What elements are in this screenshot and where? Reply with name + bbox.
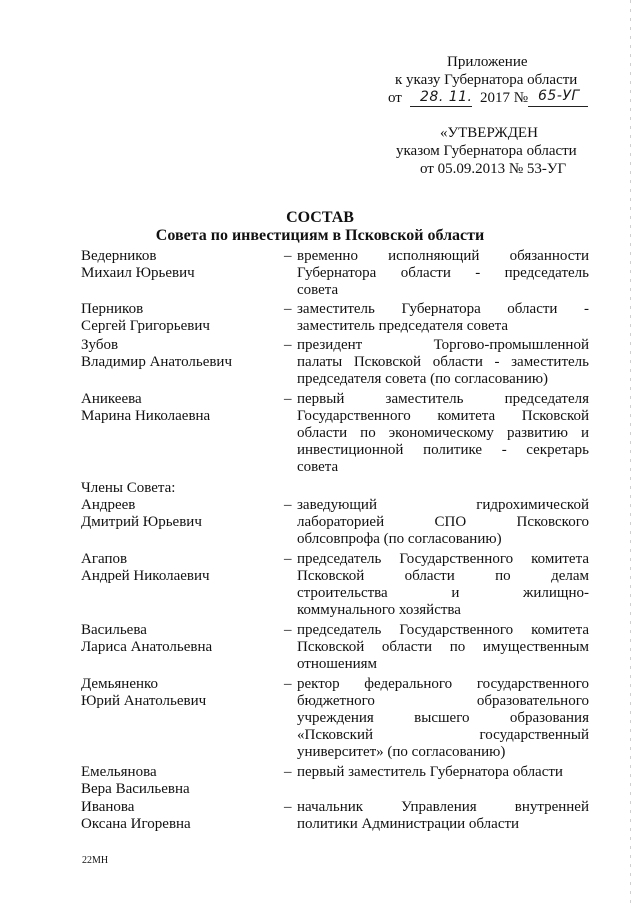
position-line: Государственного комитета Псковской [297,408,589,424]
member-surname: Иванова [81,799,135,815]
position-line: ректор федерального государственного [297,676,589,692]
approved-date: от 05.09.2013 № 53-УГ [420,161,567,177]
member-given-names: Юрий Анатольевич [81,693,207,709]
member-name [81,301,281,335]
member-name [81,622,281,656]
member-name [81,391,281,425]
from-label: от [388,90,402,106]
member-position [297,497,589,548]
approved-by: указом Губернатора области [396,143,577,159]
decree-reference: к указу Губернатора области [395,72,578,88]
member-name [81,676,281,710]
handwritten-date: 28. 11. [420,89,473,105]
appendix-label: Приложение [447,54,528,70]
member-position [297,337,589,388]
document-subtitle: Совета по инвестициям в Псковской области [155,227,485,244]
dash-separator: – [284,676,292,692]
position-line: облсовпрофа (по согласованию) [297,531,502,547]
position-line: первый заместитель Губернатора области [297,764,563,780]
member-surname: Демьяненко [81,676,159,692]
position-line: совета [297,459,339,475]
position-line: заместитель председателя совета [297,318,509,334]
position-line: заместитель Губернатора области - [297,301,589,317]
member-name [81,799,281,833]
member-name [81,248,281,282]
dash-separator: – [284,337,292,353]
member-given-names: Андрей Николаевич [81,568,210,584]
dash-separator: – [284,622,292,638]
member-position [297,622,589,673]
dash-separator: – [284,248,292,264]
member-name [81,337,281,371]
member-position [297,301,589,335]
member-given-names: Дмитрий Юрьевич [81,514,202,530]
member-surname: Агапов [81,551,128,567]
position-line: президент Торгово-промышленной [297,337,589,353]
dash-separator: – [284,497,292,513]
position-line: председатель Государственного комитета [297,622,589,638]
position-line: лабораторией СПО Псковского [297,514,589,530]
members-label: Члены Совета: [81,480,176,496]
position-line: председатель Государственного комитета [297,551,589,567]
member-given-names: Вера Васильевна [81,781,190,797]
position-line: бюджетного образовательного [297,693,589,709]
member-position [297,676,589,761]
scan-edge-divider [630,0,631,905]
member-given-names: Оксана Игоревна [81,816,191,832]
position-line: инвестиционной политике - секретарь [297,442,589,458]
position-line: Псковской области по делам [297,568,589,584]
document-title: СОСТАВ [286,209,354,226]
member-name [81,764,281,798]
member-given-names: Марина Николаевна [81,408,211,424]
member-given-names: Лариса Анатольевна [81,639,213,655]
position-line: университет» (по согласованию) [297,744,506,760]
member-surname: Перников [81,301,144,317]
position-line: коммунального хозяйства [297,602,461,618]
member-position [297,551,589,619]
position-line: «Псковский государственный [297,727,589,743]
number-underline [528,106,588,107]
member-surname: Аникеева [81,391,142,407]
dash-separator: – [284,764,292,780]
member-name [81,497,281,531]
approved-label: «УТВЕРЖДЕН [440,125,538,141]
decree-number-line [388,90,598,110]
member-surname: Ведерников [81,248,157,264]
position-line: временно исполняющий обязанности [297,248,589,264]
member-position [297,248,589,299]
member-position [297,799,589,833]
position-line: отношениям [297,656,378,672]
dash-separator: – [284,391,292,407]
member-given-names: Сергей Григорьевич [81,318,210,334]
position-line: Губернатора области - председатель [297,265,589,281]
dash-separator: – [284,301,292,317]
handwritten-number: 65-УГ [538,88,580,104]
position-line: Псковской области по имущественным [297,639,589,655]
member-position [297,764,589,781]
position-line: области по экономическому развитию и [297,425,589,441]
position-line: первый заместитель председателя [297,391,589,407]
member-surname: Емельянова [81,764,157,780]
position-line: учреждения высшего образования [297,710,589,726]
member-surname: Зубов [81,337,119,353]
member-given-names: Владимир Анатольевич [81,354,233,370]
member-name [81,551,281,585]
member-position [297,391,589,476]
position-line: заведующий гидрохимической [297,497,589,513]
position-line: политики Администрации области [297,816,520,832]
position-line: председателя совета (по согласованию) [297,371,549,387]
position-line: начальник Управления внутренней [297,799,589,815]
position-line: совета [297,282,339,298]
year-label: 2017 № [480,90,529,106]
member-given-names: Михаил Юрьевич [81,265,195,281]
position-line: палаты Псковской области - заместитель [297,354,589,370]
dash-separator: – [284,799,292,815]
member-surname: Андреев [81,497,136,513]
dash-separator: – [284,551,292,567]
date-underline [410,106,472,107]
position-line: строительства и жилищно- [297,585,589,601]
footer-code: 22МН [82,855,109,866]
member-surname: Васильева [81,622,147,638]
